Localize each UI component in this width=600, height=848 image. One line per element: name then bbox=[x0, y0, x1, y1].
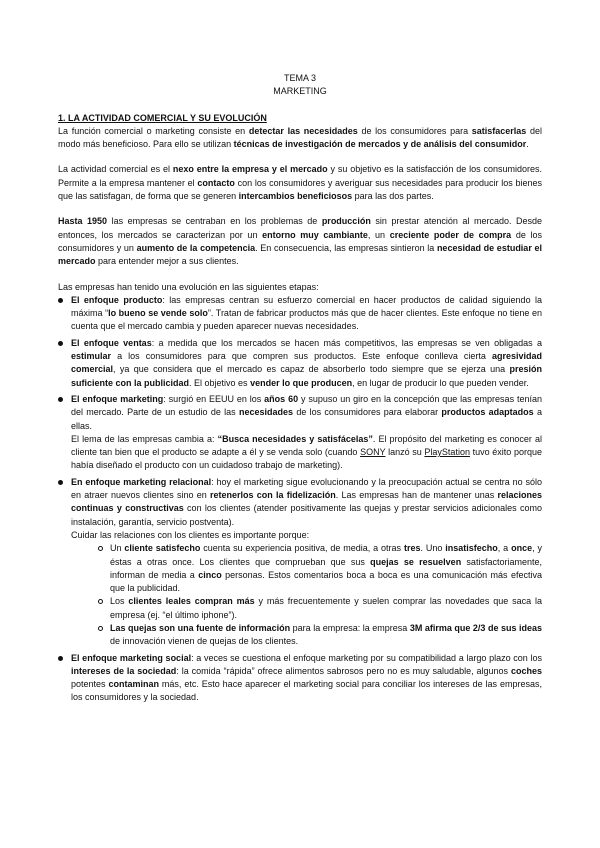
playstation-link: PlayStation bbox=[424, 447, 470, 458]
document-subject: MARKETING bbox=[273, 86, 327, 97]
list-item-enfoque-producto: El enfoque producto: las empresas centran su esfuerzo comercial en hacer productos de calidad siguiendo la máxima “lo bueno se vende solo”. Tratan de fabricar productos más que de hacer clientes. Este enfoque no tiene en cuenta que el mercado cambia y pueden aparecer nuevas necesidades. bbox=[58, 294, 542, 334]
paragraph-history: Hasta 1950 las empresas se centraban en los problemas de producción sin prestar atención al mercado. Desde entonces, los mercados se caracterizan por un entorno muy cambiante, un creciente poder de compra de los consumidores y un aumento de la competencia. En consecuencia, las empresas sintieron la necesidad de estudiar el mercado para entender mejor a sus clientes. bbox=[58, 216, 542, 267]
list-item-enfoque-marketing: El enfoque marketing: surgió en EEUU en los años 60 y supuso un giro en la concepción que las empresas tenían del mercado. Parte de un estudio de las necesidades de los consumidores para elaborar productos adaptados a ellas. El lema de las empresas cambia a: “Busca necesidades y satisfácelas”. El propósito del marketing es conocer al cliente tan bien que el producto se adapte a él y se venda solo (cuando SONY lanzó su PlayStation tuvo éxito porque había diseñado el producto con un cuidadoso trabajo de marketing). bbox=[58, 393, 542, 473]
list-item-enfoque-relacional: En enfoque marketing relacional: hoy el marketing sigue evolucionando y la preocupación actual se centra no sólo en atraer nuevos clientes sino en retenerlos con la fidelización. Las empresas han de mantener unas relaciones continuas y constructivas con los clientes (atender positivamente las quejas y prestar servicios adicionales como instalación, garantía, servicio postventa). Cuidar las relaciones con los clientes es importante porque: Un cliente satisfecho cuenta su experiencia positiva, de media, a otras tres. Uno insatisfecho, a once, y éstas a otras once. Los clientes que comprueban que sus quejas se resuelven satisfactoriamente, informan de media a cinco personas. Estos comentarios boca a boca es una comunicación más efectiva que la publicidad. Los clientes leales compran más y más frecuentemente y suelen comprar las novedades que saca la empresa (ej. “el último iphone”). Las quejas son una fuente de información para la empresa: la empresa 3M afirma que 2/3 de sus ideas de innovación vienen de quejas de los clientes. bbox=[58, 476, 542, 649]
paragraph-intro: Las empresas han tenido una evolución en las siguientes etapas: bbox=[58, 281, 319, 292]
document-title: TEMA 3 bbox=[283, 73, 316, 83]
paragraph-nexo: La actividad comercial es el nexo entre la empresa y el mercado y su objetivo es la satisfacción de los consumidores. Permite a la empresa mantener el contacto con los consumidores y averiguar sus necesidades para producir los bienes que las satisfagan, de forma que se generen intercambios beneficiosos para las dos partes. bbox=[58, 164, 542, 202]
paragraph-definition: La función comercial o marketing consiste en detectar las necesidades de los consumidores para satisfacerlas del modo más beneficioso. Para ello se utilizan técnicas de investigación de mercados y de análisis del consumidor. bbox=[58, 125, 543, 150]
section-heading: 1. LA ACTIVIDAD COMERCIAL Y SU EVOLUCIÓN bbox=[58, 112, 267, 123]
relacional-sublist bbox=[71, 542, 542, 648]
list-item-enfoque-social: El enfoque marketing social: a veces se cuestiona el enfoque marketing por su compatibilidad a largo plazo con los intereses de la sociedad: la comida “rápida” ofrece alimentos sabrosos pero no es muy saludable, algunos coches potentes contaminan más, etc. Esto hace aparecer el marketing social para conciliar los intereses de las empresas, los consumidores y la sociedad. bbox=[58, 652, 542, 705]
list-item-enfoque-ventas: El enfoque ventas: a medida que los mercados se hacen más competitivos, las empresas se ven obligadas a estimular a los consumidores para que compren sus productos. Este enfoque conlleva cierta agresividad comercial, ya que considera que el mercado es capaz de absorberlo todo siempre que se ejerza una presión suficiente con la publicidad. El objetivo es vender lo que producen, en lugar de producir lo que pueden vender. bbox=[58, 337, 542, 390]
sublist-item-quejas: Las quejas son una fuente de información para la empresa: la empresa 3M afirma que 2/3 de sus ideas de innovación vienen de quejas de los clientes. bbox=[98, 622, 542, 649]
sublist-item-clientes-leales: Los clientes leales compran más y más frecuentemente y suelen comprar las novedades que saca la empresa (ej. “el último iphone”). bbox=[98, 595, 542, 622]
sony-link: SONY bbox=[360, 447, 386, 458]
stages-list bbox=[58, 294, 542, 705]
sublist-item-cliente-satisfecho: Un cliente satisfecho cuenta su experiencia positiva, de media, a otras tres. Uno insatisfecho, a once, y éstas a otras once. Los clientes que comprueban que sus quejas se resuelven satisfactoriamente, informan de media a cinco personas. Estos comentarios boca a boca es una comunicación más efectiva que la publicidad. bbox=[98, 542, 542, 595]
